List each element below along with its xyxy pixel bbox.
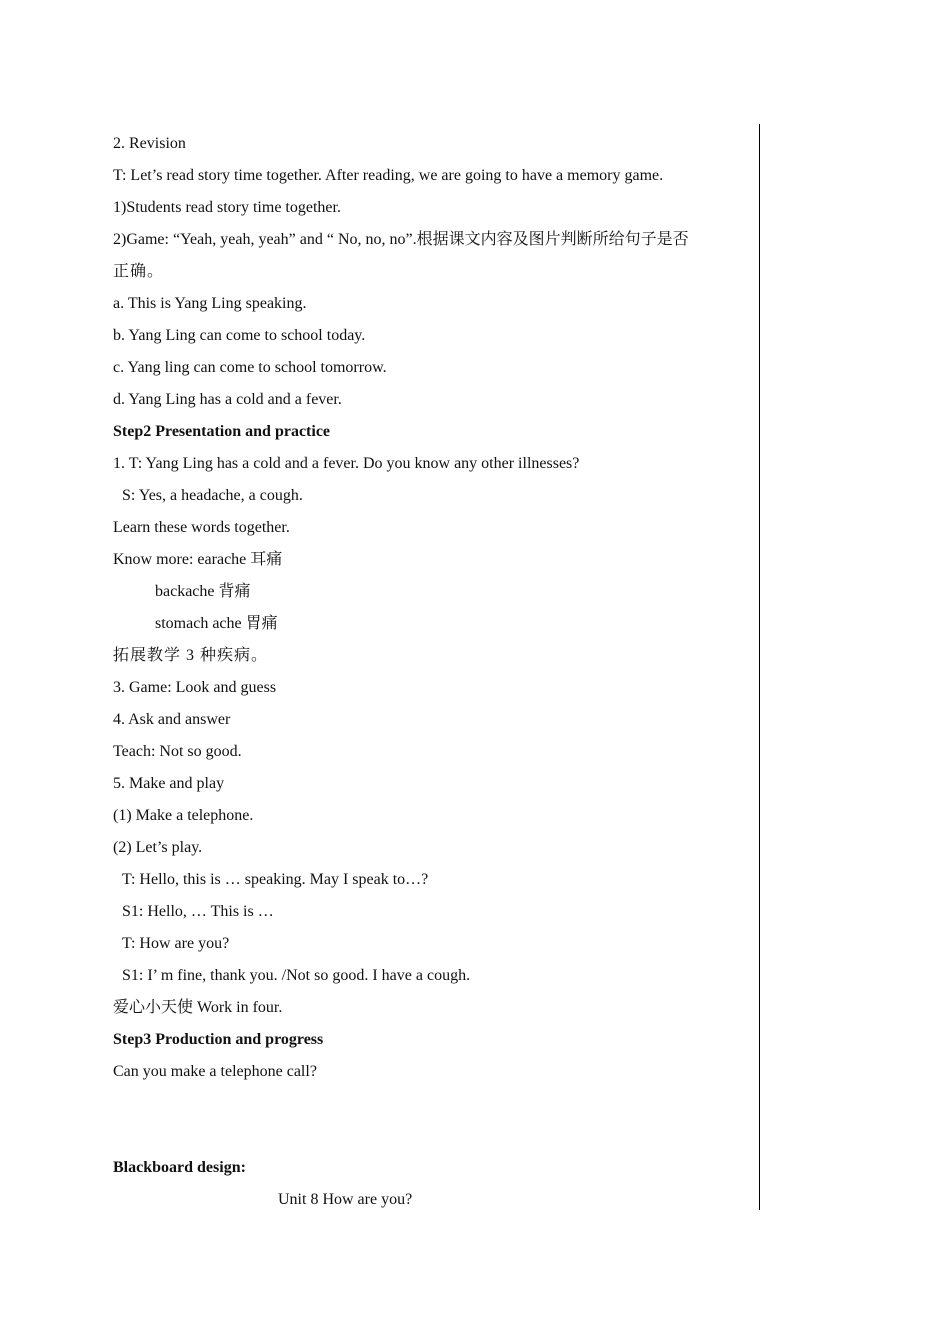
lesson-plan-content: [113, 128, 753, 1216]
step2-item-1: 1. T: Yang Ling has a cold and a fever. Do you know any other illnesses?: [113, 455, 580, 472]
activity-game: 2)Game: “Yeah, yeah, yeah” and “ No, no, no”.根据课文内容及图片判断所给句子是否: [113, 231, 689, 248]
table-right-border: [759, 124, 760, 1210]
make-telephone: (1) Make a telephone.: [113, 807, 254, 824]
activity-read-story: 1)Students read story time together.: [113, 199, 341, 216]
step2-item-3: 3. Game: Look and guess: [113, 679, 277, 696]
teacher-instruction: T: Let’s read story time together. After reading, we are going to have a memory game.: [113, 167, 664, 184]
activity-game-continued: 正确。: [113, 263, 165, 280]
statement-d: d. Yang Ling has a cold and a fever.: [113, 391, 342, 408]
blackboard-title: Unit 8 How are you?: [278, 1191, 413, 1208]
know-more-stomach-ache: stomach ache 胃痛: [155, 615, 278, 632]
dialogue-student-2: S1: I’ m fine, thank you. /Not so good. I have a cough.: [122, 967, 471, 984]
dialogue-teacher-2: T: How are you?: [122, 935, 230, 952]
dialogue-teacher-1: T: Hello, this is … speaking. May I speak to…?: [122, 871, 429, 888]
step2-heading: Step2 Presentation and practice: [113, 423, 331, 440]
know-more-earache: Know more: earache 耳痛: [113, 551, 283, 568]
step2-item-4: 4. Ask and answer: [113, 711, 231, 728]
statement-b: b. Yang Ling can come to school today.: [113, 327, 366, 344]
step2-item-5: 5. Make and play: [113, 775, 225, 792]
statement-c: c. Yang ling can come to school tomorrow.: [113, 359, 387, 376]
dialogue-student-1: S1: Hello, … This is …: [122, 903, 274, 920]
lets-play: (2) Let’s play.: [113, 839, 203, 856]
extension-note: 拓展教学 3 种疾病。: [113, 647, 269, 664]
revision-heading: 2. Revision: [113, 135, 186, 152]
group-work: 爱心小天使 Work in four.: [113, 999, 283, 1016]
step3-heading: Step3 Production and progress: [113, 1031, 324, 1048]
statement-a: a. This is Yang Ling speaking.: [113, 295, 307, 312]
student-response: S: Yes, a headache, a cough.: [122, 487, 303, 504]
teach-phrase: Teach: Not so good.: [113, 743, 242, 760]
blackboard-heading: Blackboard design:: [113, 1159, 246, 1176]
spacer: [113, 1088, 753, 1152]
step3-question: Can you make a telephone call?: [113, 1063, 317, 1080]
learn-words: Learn these words together.: [113, 519, 290, 536]
know-more-backache: backache 背痛: [155, 583, 251, 600]
